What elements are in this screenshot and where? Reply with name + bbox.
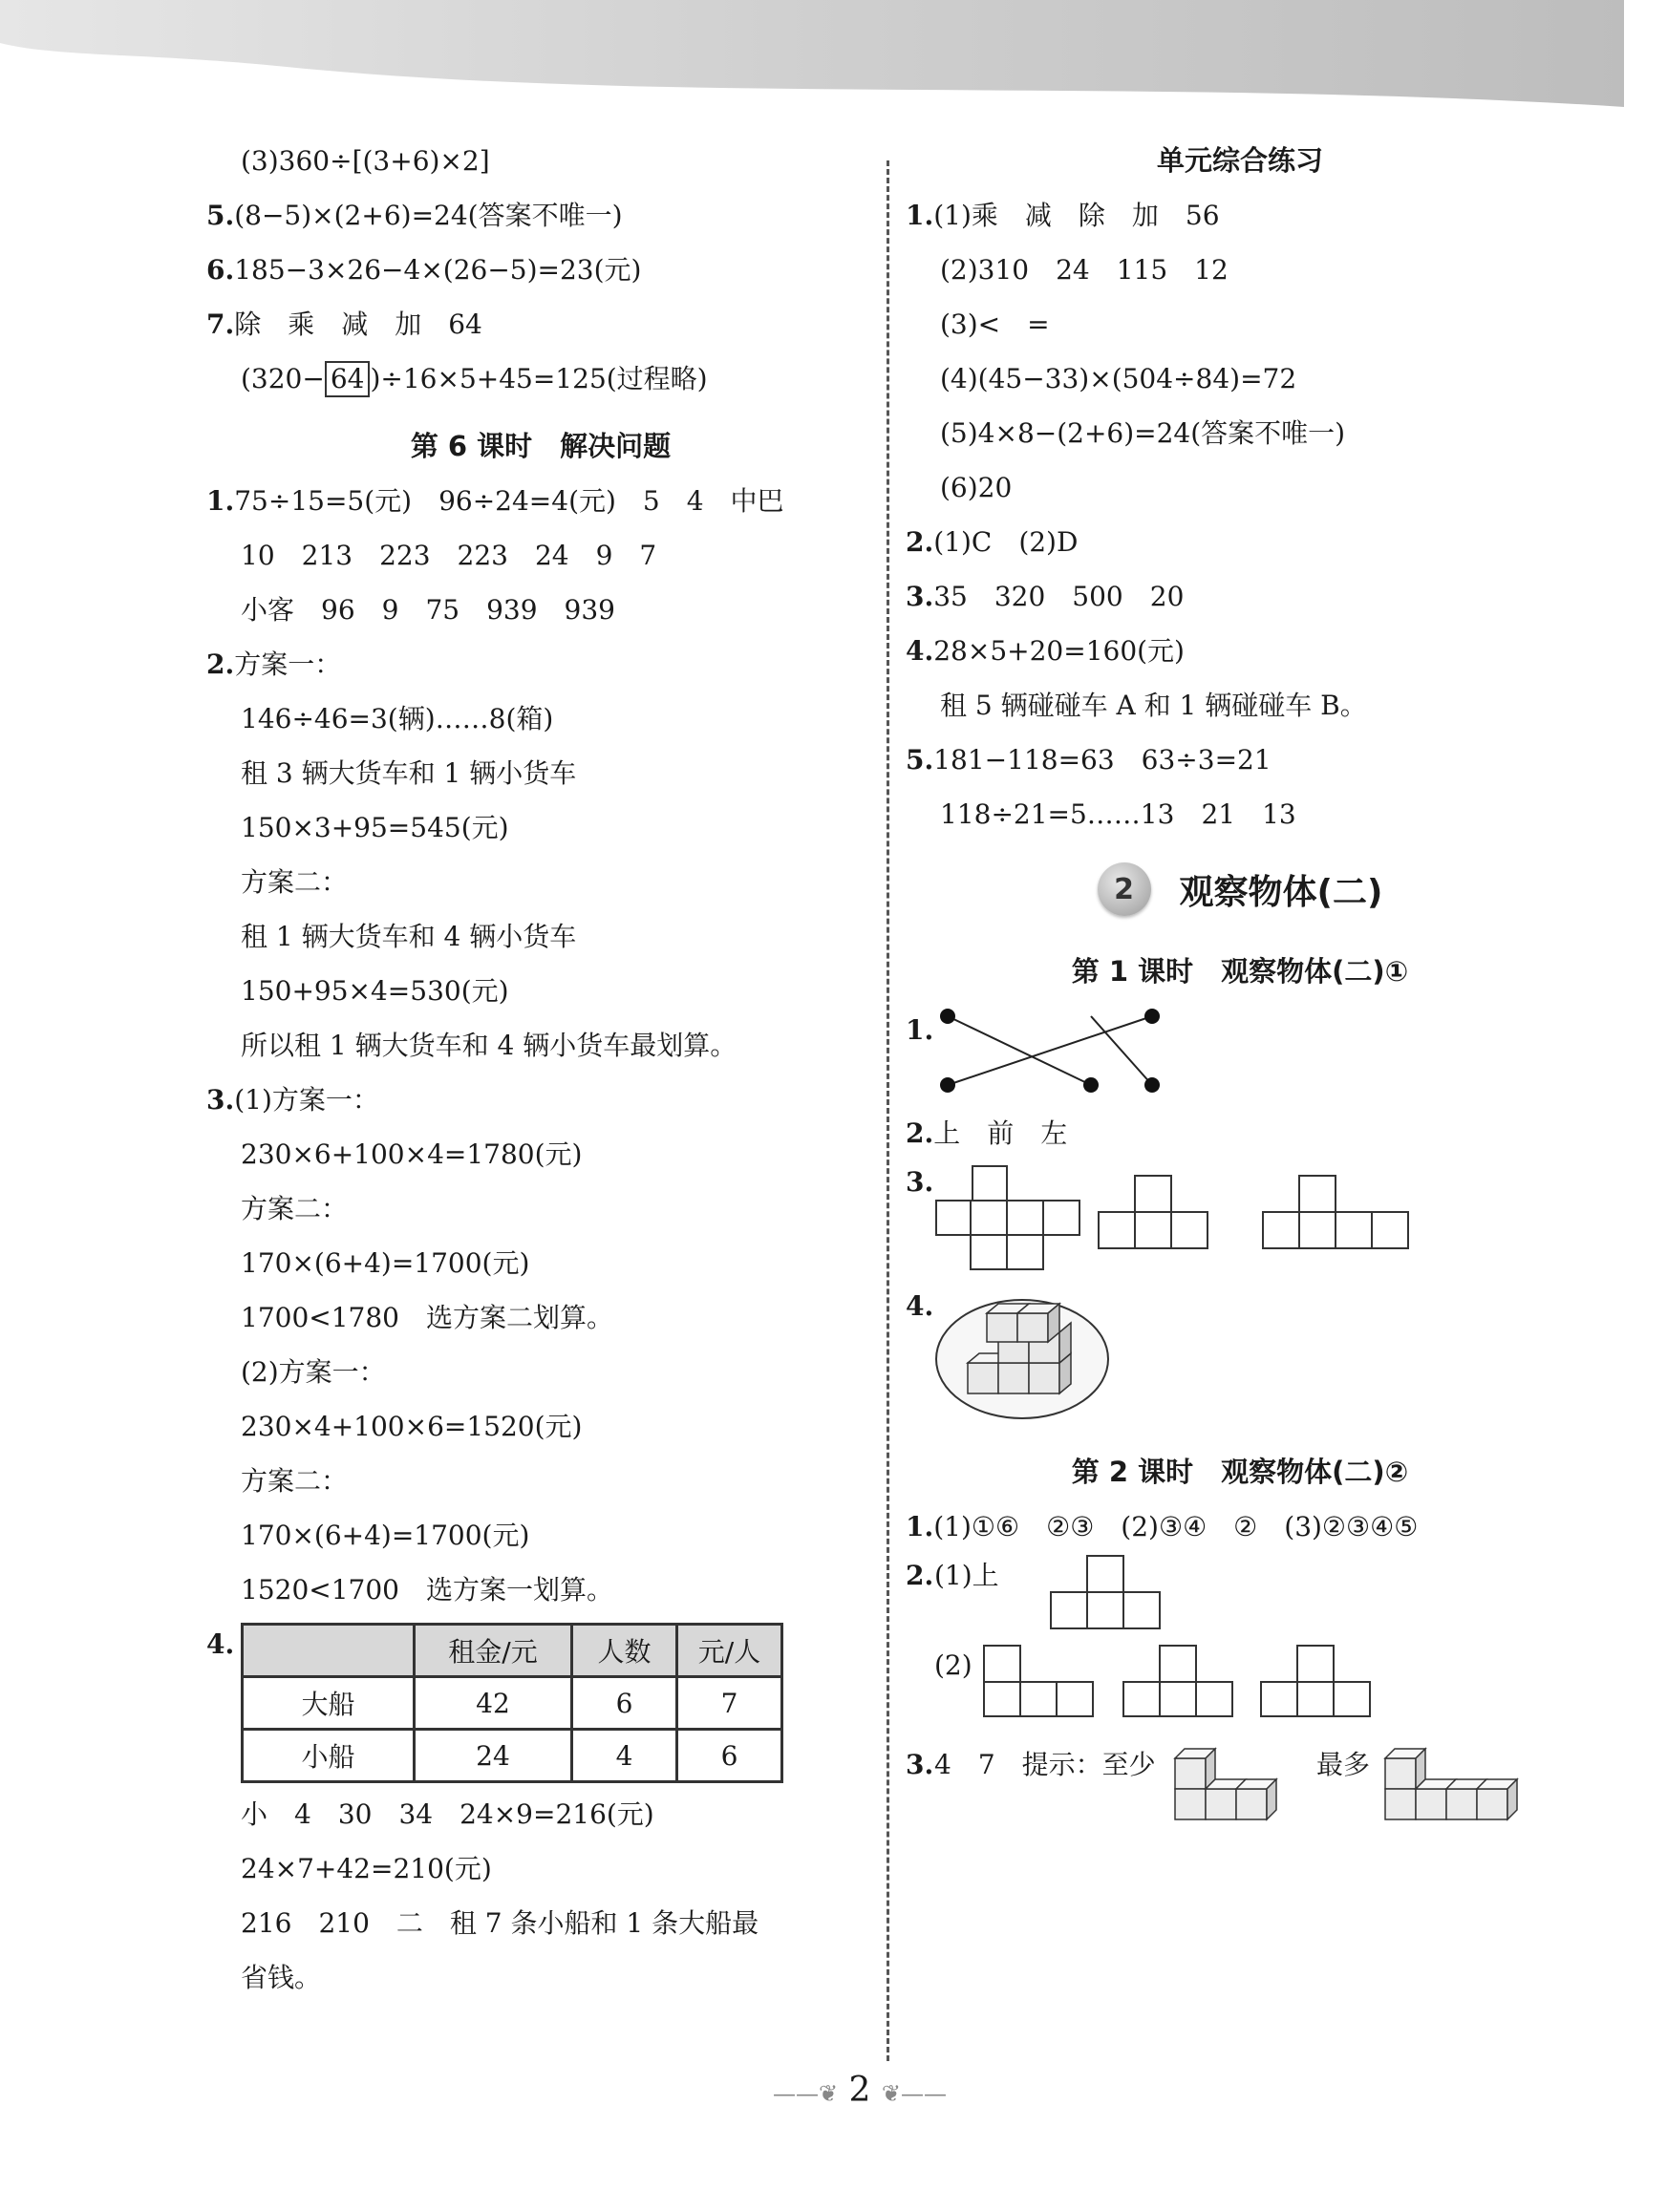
- table-cell: 4: [572, 1730, 677, 1782]
- sprout-icon: ——❦: [772, 2080, 839, 2107]
- answer-1: [206, 474, 875, 528]
- page-footer: [726, 2071, 994, 2110]
- answer-4: [206, 1623, 875, 1783]
- table-cell: 42: [415, 1677, 572, 1730]
- question-number: 2.: [206, 649, 235, 680]
- answer-text: 181−118=63 63÷3=21: [933, 744, 1272, 776]
- question-number: 4.: [206, 1628, 235, 1660]
- answer-6: [206, 243, 875, 297]
- table-header-row: [243, 1625, 782, 1677]
- table-cell: 小船: [243, 1730, 415, 1782]
- table-cell: 6: [572, 1677, 677, 1730]
- question-number: 4.: [906, 1290, 934, 1322]
- answer-5: [206, 188, 875, 243]
- left-column: [206, 134, 875, 2005]
- answer-2: [906, 1106, 1574, 1160]
- answer-line: 省钱。: [241, 1962, 322, 1993]
- min-cubes-figure: [1173, 1737, 1297, 1829]
- answer-line: 170×(6+4)=1700(元): [241, 1247, 530, 1279]
- question-number: 2.: [906, 1117, 934, 1149]
- answer-line: 小 4 30 34 24×9=216(元): [241, 1798, 654, 1830]
- answer-3: [906, 1160, 1574, 1285]
- answer-2: [906, 515, 1574, 569]
- answer-1: [906, 188, 1574, 243]
- question-number: 5.: [906, 744, 934, 776]
- answer-4: [906, 1285, 1574, 1437]
- question-number: 1.: [906, 200, 934, 231]
- answer-line: 1700<1780 选方案二划算。: [241, 1302, 613, 1333]
- view-grids-figure: [934, 1164, 1469, 1279]
- question-number: 4.: [906, 635, 934, 667]
- answer-text: 除 乘 减 加 64: [234, 308, 482, 340]
- answer-line: 方案二：: [241, 1465, 349, 1497]
- answer-line: 24×7+42=210(元): [241, 1853, 492, 1884]
- cube-stack-figure: [934, 1285, 1125, 1428]
- boat-rental-table: [241, 1623, 783, 1783]
- top-view-grid: [1049, 1554, 1173, 1634]
- question-number: 3.: [206, 1084, 235, 1116]
- view-grids-2: [982, 1642, 1383, 1722]
- header-band: [0, 0, 1624, 107]
- answer-line: (5)4×8−(2+6)=24(答案不唯一): [940, 417, 1346, 449]
- answer-text: (1)①⑥ ②③ (2)③④ ② (3)②③④⑤: [933, 1511, 1419, 1542]
- grid-view-3: [1263, 1176, 1408, 1248]
- answer-line: 1520<1700 选方案一划算。: [241, 1574, 613, 1606]
- question-number: 2.: [906, 526, 934, 558]
- answer-3: [906, 569, 1574, 624]
- answer-text: 75÷15=5(元) 96÷24=4(元) 5 4 中巴: [234, 485, 784, 517]
- lesson-1-title: 第 1 课时 观察物体(二)①: [1071, 955, 1409, 988]
- answer-line: 118÷21=5……13 21 13: [940, 798, 1296, 830]
- question-number: 1.: [206, 485, 235, 517]
- table-row: [243, 1677, 782, 1730]
- chapter-header: [906, 841, 1574, 937]
- lesson-6-title: 第 6 课时 解决问题: [410, 430, 672, 462]
- answer-text: (1)上: [934, 1560, 999, 1591]
- column-divider: [887, 160, 889, 2061]
- answer-2: [206, 637, 875, 691]
- table-header-cell: [243, 1625, 415, 1677]
- question-number: 1.: [906, 1511, 934, 1542]
- answer-2b: [906, 1642, 1574, 1737]
- review-title: 单元综合练习: [1156, 144, 1323, 177]
- answer-line: 150+95×4=530(元): [241, 975, 509, 1007]
- answer-line: 170×(6+4)=1700(元): [241, 1520, 530, 1551]
- answer-text: 方案一：: [234, 649, 342, 680]
- answer-line: 租 5 辆碰碰车 A 和 1 辆碰碰车 B。: [940, 690, 1367, 721]
- answer-text: 4 7 提示：至少: [934, 1749, 1156, 1780]
- answer-line: 230×6+100×4=1780(元): [241, 1138, 583, 1170]
- right-column: [906, 134, 1574, 1833]
- grid-view-1: [936, 1166, 1079, 1269]
- answer-4: [906, 624, 1574, 678]
- lesson-2-title: 第 2 课时 观察物体(二)②: [1071, 1456, 1409, 1488]
- answer-text: 最多: [1316, 1749, 1371, 1780]
- answer-line: 所以租 1 辆大货车和 4 辆小货车最划算。: [241, 1030, 737, 1061]
- question-number: 7.: [206, 308, 235, 340]
- answer-7-equation: [206, 351, 875, 406]
- question-number: 3.: [906, 1166, 934, 1198]
- answer-line: 小客 96 9 75 939 939: [241, 594, 615, 626]
- answer-text: 35 320 500 20: [933, 581, 1185, 612]
- answer-text: 185−3×26−4×(26−5)=23(元): [234, 254, 642, 286]
- answer-text: 28×5+20=160(元): [933, 635, 1185, 667]
- table-header-cell: 租金/元: [415, 1625, 572, 1677]
- answer-text: (1)C (2)D: [933, 526, 1079, 558]
- answer-text: (1)乘 减 除 加 56: [933, 200, 1220, 231]
- answer-text: (1)方案一：: [234, 1084, 379, 1116]
- answer-line: 10 213 223 223 24 9 7: [241, 540, 657, 571]
- question-number: 3.: [906, 581, 934, 612]
- answer-7: [206, 297, 875, 351]
- equation-pre: (320−: [241, 363, 325, 394]
- answer-text: 上 前 左: [933, 1117, 1068, 1149]
- table-header-cell: 人数: [572, 1625, 677, 1677]
- answer-line: 租 3 辆大货车和 1 辆小货车: [241, 757, 577, 789]
- answer-text: (8−5)×(2+6)=24(答案不唯一): [234, 200, 623, 231]
- answer-1: [906, 1499, 1574, 1554]
- chapter-title: 观察物体(二): [1179, 872, 1383, 912]
- max-cubes-figure: [1383, 1737, 1527, 1829]
- matching-lines-figure: [934, 1003, 1183, 1098]
- table-header-cell: 元/人: [677, 1625, 782, 1677]
- answer-text: (2): [934, 1649, 972, 1681]
- question-number: 3.: [906, 1749, 934, 1780]
- answer-line: 150×3+95=545(元): [241, 812, 509, 843]
- page-number: 2: [848, 2071, 871, 2110]
- table-cell: 6: [677, 1730, 782, 1782]
- chapter-number-badge: 2: [1098, 862, 1151, 916]
- table-cell: 24: [415, 1730, 572, 1782]
- equation-post: )÷16×5+45=125(过程略): [370, 363, 708, 394]
- grid-view-2: [1099, 1176, 1208, 1248]
- answer-line: 租 1 辆大货车和 4 辆小货车: [241, 921, 577, 952]
- answer-3: [206, 1073, 875, 1127]
- answer-line: (2)方案一：: [241, 1356, 386, 1388]
- answer-line: 230×4+100×6=1520(元): [241, 1411, 583, 1442]
- answer-line: (3)360÷[(3+6)×2]: [241, 145, 490, 177]
- table-cell: 7: [677, 1677, 782, 1730]
- answer-line: (4)(45−33)×(504÷84)=72: [940, 363, 1297, 394]
- sprout-icon: ❦——: [881, 2080, 948, 2107]
- answer-line: 146÷46=3(辆)……8(箱): [241, 703, 554, 734]
- question-number: 5.: [206, 200, 235, 231]
- table-row: [243, 1730, 782, 1782]
- table-cell: 大船: [243, 1677, 415, 1730]
- answer-3: [906, 1737, 1574, 1833]
- answer-1: [906, 999, 1574, 1106]
- answer-2a: [906, 1554, 1574, 1642]
- question-number: 2.: [906, 1560, 934, 1591]
- question-number: 1.: [906, 1014, 934, 1046]
- question-number: 6.: [206, 254, 235, 286]
- answer-line: (2)310 24 115 12: [940, 254, 1229, 286]
- answer-5: [906, 733, 1574, 787]
- answer-line: 方案二：: [241, 866, 349, 898]
- answer-line: 216 210 二 租 7 条小船和 1 条大船最: [241, 1907, 759, 1939]
- answer-line: (3)< =: [940, 308, 1050, 340]
- answer-line: 方案二：: [241, 1193, 349, 1224]
- answer-line: (6)20: [940, 472, 1013, 503]
- boxed-number: 64: [325, 361, 371, 397]
